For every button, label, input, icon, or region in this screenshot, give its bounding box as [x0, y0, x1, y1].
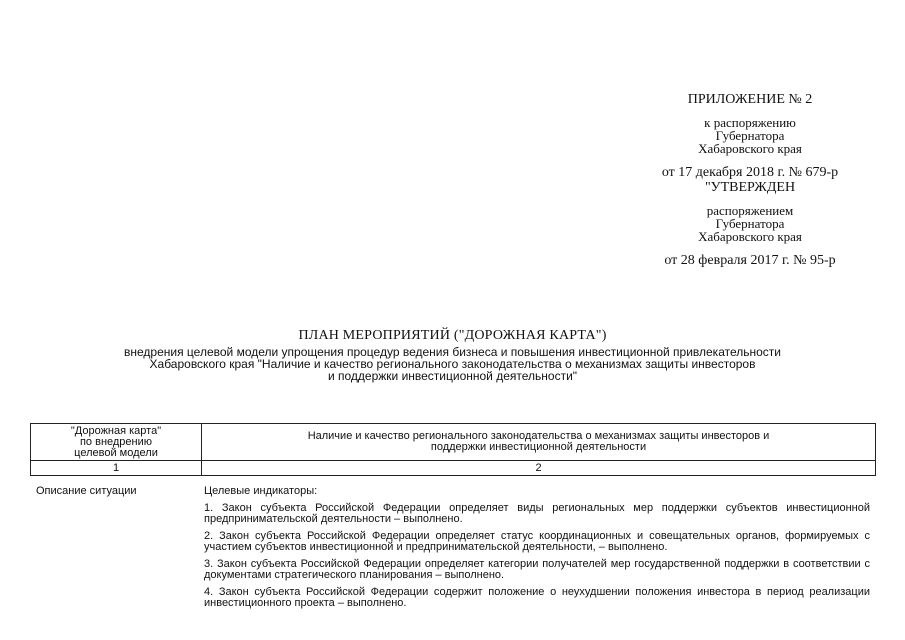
annex-line: Хабаровского края [698, 141, 802, 156]
table-header-col2 [202, 424, 876, 461]
approved-block [600, 180, 900, 269]
approved-line: распоряжением [706, 203, 794, 218]
plan-subtitle-line: Хабаровского края "Наличие и качество регионального законодательства о механизмах защиты инвесторов [149, 357, 756, 371]
roadmap-table [30, 423, 876, 476]
approved-line: Губернатора [715, 216, 785, 231]
indicator-item: 1. Закон субъекта Российской Федерации определяет виды региональных мер поддержки субъектов инвестиционной предпринимательской деятельности – выполнено. [204, 502, 870, 525]
approved-line: Хабаровского края [698, 229, 802, 244]
indicator-item: 2. Закон субъекта Российской Федерации определяет статус координационных и совещательных органов, формируемых с участием субъектов инвестиционной и предпринимательской деятельности, – выполнено. [204, 530, 870, 553]
plan-subtitle-line: внедрения целевой модели упрощения процедур ведения бизнеса и повышения инвестиционной привлекательности [124, 345, 781, 359]
indicator-item: 4. Закон субъекта Российской Федерации содержит положение о неухудшении положения инвестора в период реализации инвестиционного проекта – выполнено. [204, 586, 870, 609]
indicators-lead: Целевые индикаторы: [204, 485, 318, 497]
header-line: поддержки инвестиционной деятельности [430, 441, 647, 453]
plan-subtitle-line: и поддержки инвестиционной деятельности" [327, 369, 578, 383]
column-number-2: 2 [202, 461, 876, 476]
annex-title: ПРИЛОЖЕНИЕ № 2 [687, 92, 813, 107]
column-number-1: 1 [31, 461, 202, 476]
plan-subtitle [0, 346, 905, 382]
indicators-cell [204, 486, 870, 615]
situation-label: Описание ситуации [36, 485, 137, 497]
annex-block [600, 92, 900, 181]
approved-date: от 28 февраля 2017 г. № 95-р [664, 253, 836, 268]
header-line: целевой модели [74, 446, 158, 459]
annex-date: от 17 декабря 2018 г. № 679-р [661, 165, 839, 180]
header-line: Наличие и качество регионального законодательства о механизмах защиты инвесторов и [307, 430, 770, 442]
approved-title: "УТВЕРЖДЕН [704, 180, 796, 195]
plan-title: ПЛАН МЕРОПРИЯТИЙ ("ДОРОЖНАЯ КАРТА") [298, 328, 607, 343]
table-header-row [31, 424, 876, 461]
table-header-col1 [31, 424, 202, 461]
table-number-row [31, 461, 876, 476]
header-line: по внедрению [79, 435, 153, 448]
annex-line: к распоряжению [704, 115, 796, 130]
indicator-item: 3. Закон субъекта Российской Федерации определяет категории получателей мер государственной поддержки в соответствии с документами стратегического планирования – выполнено. [204, 558, 870, 581]
header-line: "Дорожная карта" [70, 424, 162, 437]
annex-line: Губернатора [715, 128, 785, 143]
